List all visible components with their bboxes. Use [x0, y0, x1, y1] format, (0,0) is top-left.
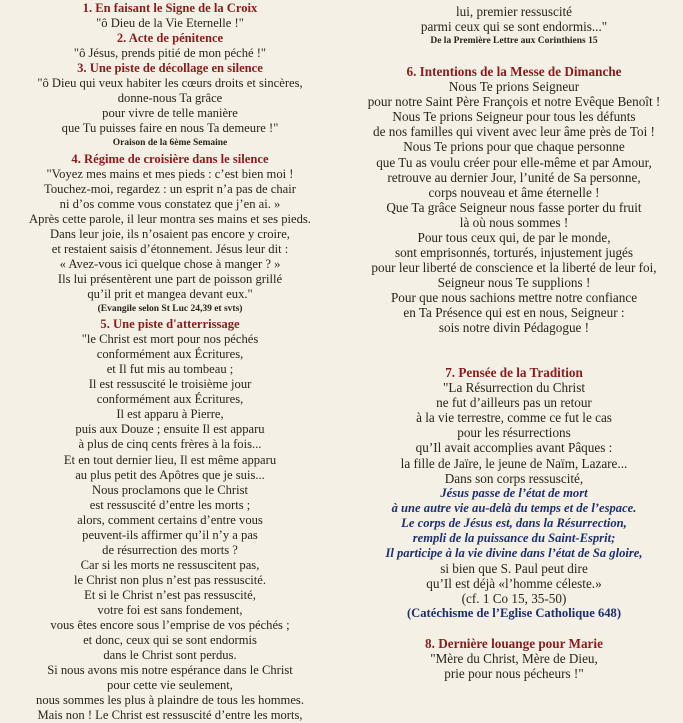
text-line: nous sommes les plus à plaindre de tous les hommes.: [36, 693, 304, 708]
text-line: puis aux Douze ; ensuite Il est apparu: [75, 422, 265, 437]
text-line: et donc, ceux qui se sont endormis: [83, 633, 257, 648]
text-line: que Tu as voulu créer pour elle-même et par Amour,: [376, 154, 652, 170]
text-line: Après cette parole, il leur montra ses mains et ses pieds.: [29, 211, 311, 226]
text-line: (cf. 1 Co 15, 35-50): [461, 590, 567, 606]
text-line: Nous Te prions Seigneur pour tous les défunts: [392, 109, 636, 125]
text-line: Et en tout dernier lieu, Il est même apparu: [63, 452, 277, 467]
spacer: [345, 350, 683, 365]
emphasis-line: rempli de la puissance du Saint-Esprit;: [412, 530, 616, 545]
text-line: conformément aux Écritures,: [96, 347, 244, 362]
text-line: Ils lui présentèrent une part de poisson grillé: [57, 271, 283, 286]
text-line: qu’Il avait accomplies avant Pâques :: [415, 440, 613, 456]
section-heading: 6. Intentions de la Messe de Dimanche: [406, 64, 622, 80]
text-line: sois notre divin Pédagogue !: [438, 320, 590, 336]
emphasis-line: Jésus passe de l’état de mort: [440, 485, 588, 500]
text-line: ni d’os comme vous constatez que j’en ai. »: [59, 196, 281, 211]
text-line: est ressuscité d’entre les morts ;: [89, 497, 251, 512]
text-line: Touchez-moi, regardez : un esprit n’a pas de chair: [44, 181, 296, 196]
text-line: Il est ressuscité le troisième jour: [88, 377, 252, 392]
section-heading: 4. Régime de croisière dans le silence: [71, 151, 269, 166]
text-line: de résurrection des morts ?: [102, 542, 238, 557]
text-line: là où nous sommes !: [459, 214, 569, 230]
text-line: "ô Dieu qui veux habiter les cœurs droits et sincères,: [37, 76, 303, 91]
spacer: [345, 621, 683, 636]
text-line: Mais non ! Le Christ est ressuscité d’entre les morts,: [37, 708, 303, 723]
source-citation: (Evangile selon St Luc 24,39 et svts): [97, 304, 243, 314]
text-line: la fille de Jaïre, le jeune de Naïm, Lazare...: [400, 455, 628, 471]
text-line: sont emprisonnés, torturés, injustement jugés: [394, 244, 634, 260]
text-line: à la vie terrestre, comme ce fut le cas: [416, 410, 612, 426]
text-line: le Christ non plus n’est pas ressuscité.: [73, 572, 267, 587]
source-citation: Oraison de la 6ème Semaine: [112, 138, 228, 149]
text-line: Car si les morts ne ressuscitent pas,: [80, 557, 260, 572]
text-line: pour cette vie seulement,: [107, 678, 233, 693]
section-heading: 8. Dernière louange pour Marie: [425, 636, 603, 652]
text-line: alors, comment certains d’entre vous: [77, 512, 263, 527]
text-line: Si nous avons mis notre espérance dans le Christ: [47, 663, 293, 678]
text-line: retrouve au dernier Jour, l’unité de Sa personne,: [387, 169, 641, 185]
text-line: "ô Jésus, prends pitié de mon péché !": [73, 46, 267, 61]
section-heading: 5. Une piste d'atterrissage: [100, 317, 240, 332]
text-line: si bien que S. Paul peut dire: [440, 560, 588, 576]
section-heading: 3. Une piste de décollage en silence: [77, 61, 263, 76]
text-line: pour notre Saint Père François et notre Evêque Benoît !: [367, 94, 661, 110]
text-line: pour leur liberté de conscience et la liberté de leur foi,: [371, 259, 657, 275]
text-line: "Mère du Christ, Mère de Dieu,: [430, 651, 598, 667]
text-line: vous êtes encore sous l’emprise de vos péchés ;: [50, 618, 290, 633]
text-line: à plus de cinq cents frères à la fois...: [78, 437, 262, 452]
text-line: Nous Te prions Seigneur: [448, 79, 580, 95]
emphasis-line: Le corps de Jésus est, dans la Résurrection,: [401, 515, 627, 530]
text-line: "ô Dieu de la Vie Eternelle !": [96, 16, 244, 31]
text-line: Et si le Christ n’est pas ressuscité,: [84, 587, 256, 602]
text-line: Il est apparu à Pierre,: [116, 407, 224, 422]
emphasis-line: à une autre vie au-delà du temps et de l’espace.: [391, 500, 637, 515]
cropped-top-line: [345, 0, 683, 1]
text-line: et restaient saisis d’étonnement. Jésus leur dit :: [51, 241, 289, 256]
text-line: corps nouveau et âme éternelle !: [428, 184, 600, 200]
text-line: Pour que nous sachions mettre notre confiance: [390, 289, 638, 305]
text-line: Nous proclamons que le Christ: [91, 482, 248, 497]
text-line: de nos familles qui vivent avec leur âme près de Toi !: [373, 124, 655, 140]
text-line: Nous Te prions pour que chaque personne: [403, 139, 625, 155]
section-heading: 2. Acte de pénitence: [116, 31, 224, 46]
text-line: Pour tous ceux qui, de par le monde,: [417, 229, 611, 245]
text-line: « Avez-vous ici quelque chose à manger ? »: [59, 256, 281, 271]
reference-line: (Catéchisme de l’Eglise Catholique 648): [406, 606, 622, 620]
section-heading: 1. En faisant le Signe de la Croix: [82, 1, 258, 15]
text-line: pour vivre de telle manière: [102, 106, 238, 121]
text-line: Seigneur nous Te supplions !: [437, 274, 591, 290]
text-line: parmi ceux qui se sont endormis...": [420, 19, 608, 35]
source-citation: De la Première Lettre aux Corinthiens 15: [430, 36, 598, 47]
text-line: qu’Il est déjà «l’homme céleste.»: [426, 575, 602, 591]
text-line: que Tu puisses faire en nous Ta demeure !": [61, 121, 279, 136]
text-line: Dans son corps ressuscité,: [444, 470, 584, 486]
text-line: en Ta Présence qui est en nous, Seigneur :: [403, 305, 625, 320]
text-line: Que Ta grâce Seigneur nous fasse porter du fruit: [386, 199, 642, 215]
text-line: votre foi est sans fondement,: [97, 603, 243, 617]
text-line: au plus petit des Apôtres que je suis...: [75, 467, 265, 482]
spacer: [345, 49, 683, 64]
spacer: [345, 335, 683, 350]
text-line: "La Résurrection du Christ: [443, 380, 585, 396]
text-line: pour les résurrections: [457, 425, 571, 441]
text-line: conformément aux Écritures,: [96, 392, 244, 407]
text-line: qu’il prit et mangea devant eux.": [87, 286, 253, 301]
text-line: "le Christ est mort pour nos péchés: [81, 332, 259, 347]
text-line: "Voyez mes mains et mes pieds : c’est bien moi !: [46, 166, 294, 181]
text-line: Dans leur joie, ils n’osaient pas encore y croire,: [50, 226, 290, 241]
text-line: et Il fut mis au tombeau ;: [106, 362, 234, 377]
section-heading: 7. Pensée de la Tradition: [445, 365, 583, 381]
text-line: prie pour nous pécheurs !": [444, 666, 584, 682]
text-line: dans le Christ sont perdus.: [103, 648, 237, 663]
text-line: lui, premier ressuscité: [455, 4, 573, 19]
text-line: ne fut d’ailleurs pas un retour: [436, 395, 592, 411]
text-line: donne-nous Ta grâce: [117, 91, 223, 106]
emphasis-line: Il participe à la vie divine dans l’état de Sa gloire,: [385, 545, 643, 560]
text-line: peuvent-ils affirmer qu’il n’y a pas: [82, 527, 258, 542]
